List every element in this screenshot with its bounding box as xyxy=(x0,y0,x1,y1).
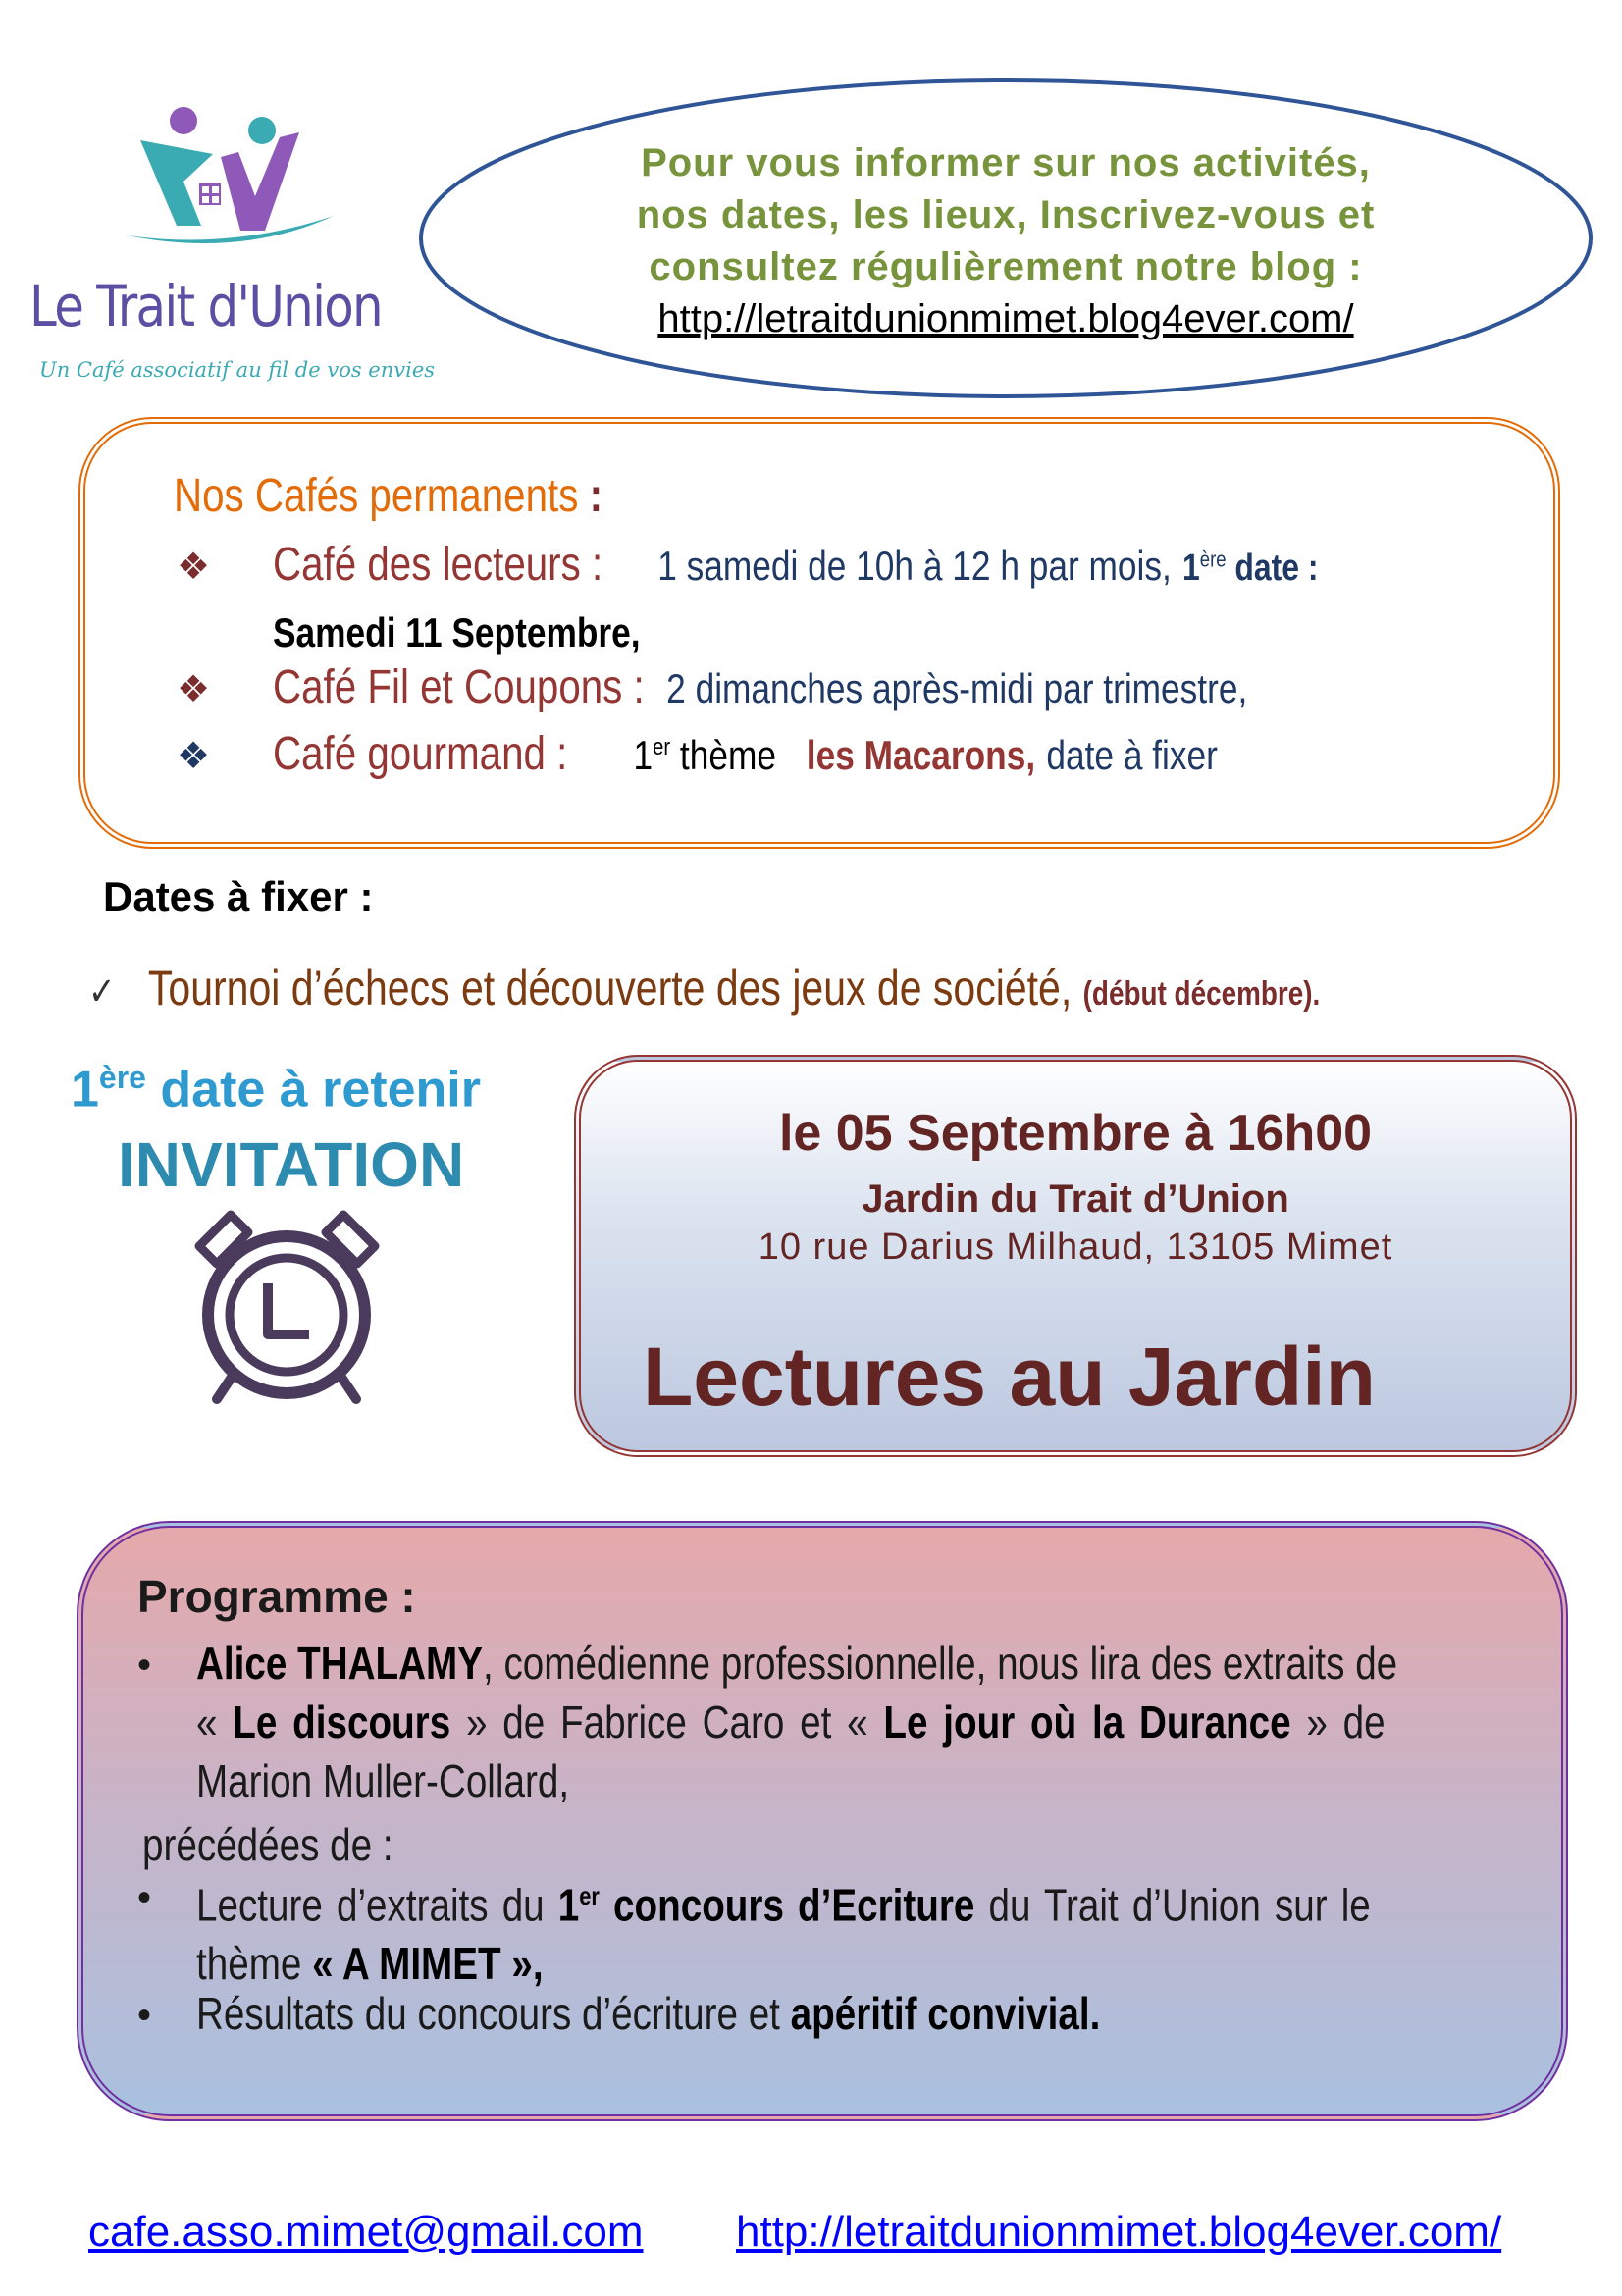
cafe-desc: 1 samedi de 10h à 12 h par mois, xyxy=(657,543,1172,589)
programme-preceded: précédées de : xyxy=(142,1819,393,1870)
cafes-title xyxy=(174,469,602,523)
retenir-num: 1 xyxy=(71,1061,99,1119)
event-date: le 05 Septembre à 16h00 xyxy=(778,1105,1373,1162)
checkmark-icon: ✓ xyxy=(88,970,116,1014)
retenir-sup: ère xyxy=(98,1060,146,1095)
cafe-item-gourmand xyxy=(273,727,1218,781)
programme-item-1-author: Marion Muller-Collard, xyxy=(196,1755,570,1806)
cafe-date-colon: : xyxy=(1307,548,1319,589)
programme-title: Programme : xyxy=(137,1571,416,1622)
cafe-lecteurs-date xyxy=(273,604,641,658)
quote-open: « xyxy=(196,1696,234,1748)
bullet-icon: • xyxy=(137,1644,152,1687)
cafe-name: Café des lecteurs : xyxy=(273,539,603,591)
programme-item-2-theme: thème xyxy=(196,1938,313,1990)
logo-name: Le Trait d'Union xyxy=(29,273,382,339)
retenir-label xyxy=(71,1060,481,1119)
diamond-bullet-icon: ❖ xyxy=(177,736,211,777)
programme-item-2-a: Lecture d’extraits du xyxy=(196,1879,558,1931)
cafe-theme-sup: er xyxy=(653,734,671,760)
dates-item-text: Tournoi d’échecs et découverte des jeux de société, xyxy=(147,961,1073,1016)
info-blog-link[interactable]: http://letraitdunionmimet.blog4ever.com/ xyxy=(657,297,1354,340)
programme-item-1-end: » de xyxy=(1290,1696,1386,1748)
cafes-title-colon: : xyxy=(589,470,602,522)
cafe-theme-label: thème xyxy=(670,732,776,778)
book-title-2: Le jour où la Durance xyxy=(883,1696,1291,1748)
programme-item-2 xyxy=(196,1866,1371,1993)
cafe-theme-num: 1 xyxy=(633,732,654,778)
diamond-bullet-icon: ❖ xyxy=(177,669,211,710)
programme-item-2-theme-name: « A MIMET », xyxy=(312,1938,544,1990)
programme-item-2-sup: er xyxy=(579,1881,600,1910)
programme-item-2-d: du Trait d’Union sur le xyxy=(974,1879,1371,1931)
cafe-next-date: Samedi 11 Septembre, xyxy=(273,609,641,655)
dates-item xyxy=(88,960,1320,1017)
logo-figure xyxy=(123,103,339,250)
event-address: 10 rue Darius Milhaud, 13105 Mimet xyxy=(758,1226,1393,1268)
performer-name: Alice THALAMY xyxy=(196,1638,483,1689)
dates-title: Dates à fixer : xyxy=(103,873,374,919)
footer-blog-link[interactable]: http://letraitdunionmimet.blog4ever.com/ xyxy=(736,2208,1502,2256)
cafe-date-label: date xyxy=(1226,548,1300,589)
cafe-item-lecteurs xyxy=(273,538,1319,592)
bullet-icon: • xyxy=(137,1994,152,2037)
bullet-icon: • xyxy=(137,1876,152,1919)
event-title: Lectures au Jardin xyxy=(643,1331,1376,1423)
programme-item-2-concours: concours d’Ecriture xyxy=(599,1879,975,1931)
invitation-label: INVITATION xyxy=(118,1129,465,1200)
programme-item-3-b: apéritif convivial. xyxy=(790,1988,1101,2039)
programme-item-1 xyxy=(196,1634,1398,1810)
info-line-3: consultez régulièrement notre blog : xyxy=(649,245,1363,288)
cafe-theme-highlight: les Macarons, xyxy=(806,732,1036,778)
programme-item-2-num: 1 xyxy=(557,1879,580,1931)
programme-item-3 xyxy=(196,1984,1100,2043)
dates-item-note: (début décembre). xyxy=(1082,975,1321,1013)
cafe-name: Café Fil et Coupons : xyxy=(273,661,645,713)
cafe-theme-post: date à fixer xyxy=(1046,732,1218,778)
alarm-clock-icon xyxy=(182,1207,392,1413)
info-text xyxy=(530,137,1482,345)
cafes-title-text: Nos Cafés permanents xyxy=(174,470,579,522)
cafe-desc: 2 dimanches après-midi par trimestre, xyxy=(666,665,1248,711)
cafe-item-fil-coupons xyxy=(273,660,1247,714)
programme-item-3-a: Résultats du concours d’écriture et xyxy=(196,1988,791,2039)
programme-item-1-text: , comédienne professionnelle, nous lira des extraits de xyxy=(482,1638,1398,1689)
retenir-text: date à retenir xyxy=(145,1061,481,1119)
cafe-date-num: 1 xyxy=(1182,548,1200,589)
info-line-2: nos dates, les lieux, Inscrivez-vous et xyxy=(636,193,1376,236)
footer-email-link[interactable]: cafe.asso.mimet@gmail.com xyxy=(88,2208,644,2256)
event-place: Jardin du Trait d’Union xyxy=(862,1177,1289,1221)
book-title-1: Le discours xyxy=(233,1696,451,1748)
diamond-bullet-icon: ❖ xyxy=(177,547,211,588)
cafe-name: Café gourmand : xyxy=(273,728,568,780)
info-line-1: Pour vous informer sur nos activités, xyxy=(641,141,1371,184)
logo-tagline: Un Café associatif au fil de vos envies xyxy=(39,358,436,382)
programme-item-1-mid: » de Fabrice Caro et « xyxy=(450,1696,884,1748)
cafe-date-sup: ère xyxy=(1199,547,1227,572)
